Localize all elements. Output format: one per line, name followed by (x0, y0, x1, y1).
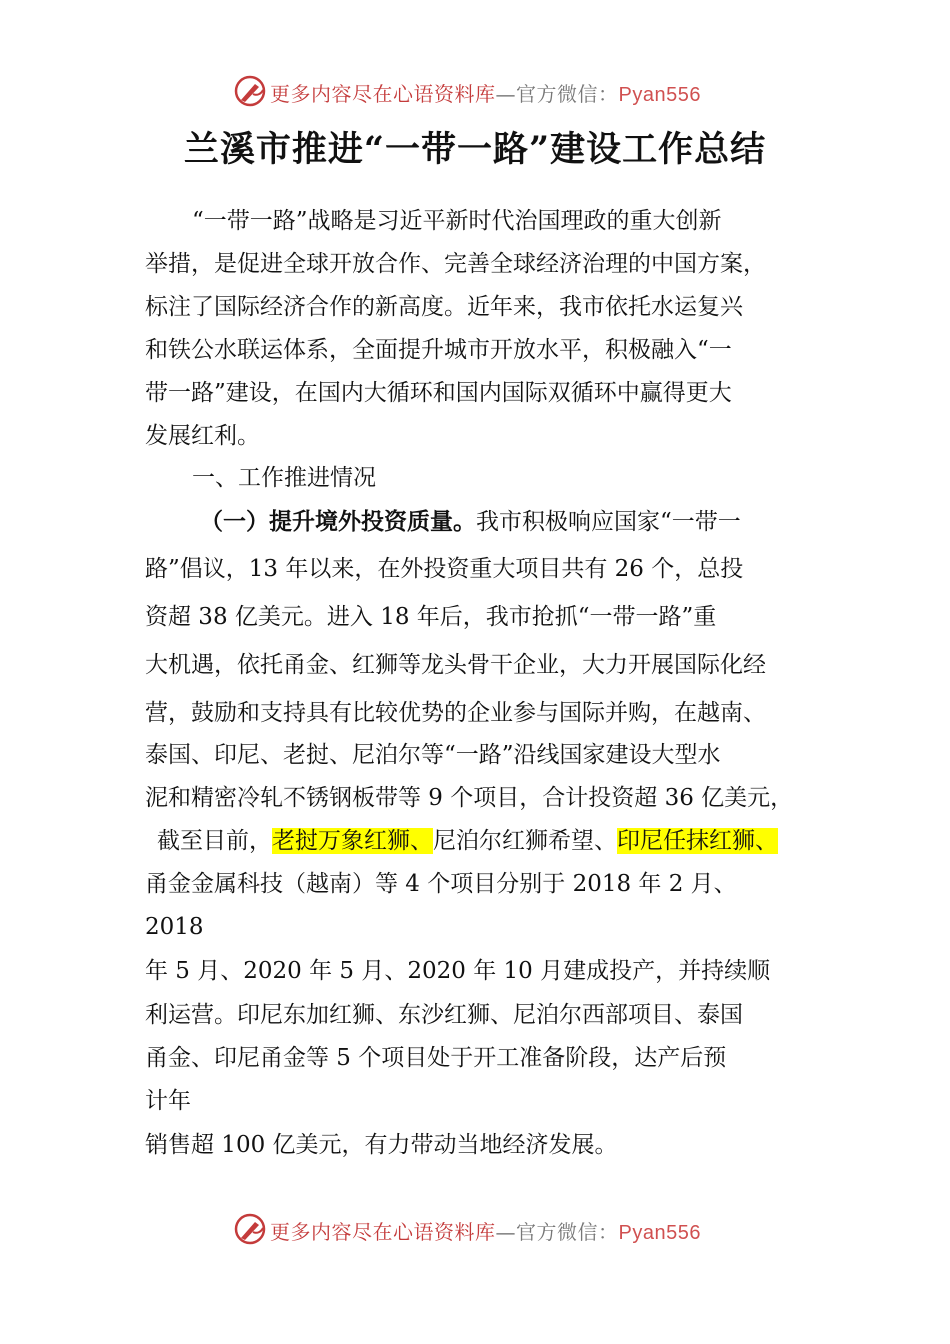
highlight-indonesia-project: 印尼任抹红狮、 (617, 828, 778, 854)
para2-line1 (200, 506, 741, 538)
watermark-wechat-label: 官方微信： (516, 1220, 619, 1244)
para2-line5: 营，鼓励和支持具有比较优势的企业参与国际并购，在越南、 (145, 700, 766, 726)
watermark-footer (0, 1210, 950, 1250)
para2-line11: 年 5 月、2020 年 5 月、2020 年 10 月建成投产，并持续顺 (145, 958, 771, 984)
para2-line10: 2018 (145, 914, 204, 940)
para2-line1-text: 我市积极响应国家“一带一 (476, 509, 741, 535)
line8-prefix: 截至目前， (157, 828, 272, 854)
watermark-wechat-label: 官方微信： (516, 82, 619, 106)
watermark-text-group (270, 1216, 701, 1245)
watermark-dash: — (495, 1220, 516, 1244)
para1-line5: 带一路”建设，在国内大循环和国内国际双循环中赢得更大 (145, 380, 732, 406)
para2-line6: 泰国、印尼、老挝、尼泊尔等“一路”沿线国家建设大型水 (145, 742, 721, 768)
para1-line4: 和铁公水联运体系，全面提升城市开放水平，积极融入“一 (145, 337, 732, 363)
watermark-text-group (270, 78, 701, 107)
document-title: 兰溪市推进“一带一路”建设工作总结 (183, 129, 767, 170)
watermark-header (0, 72, 950, 112)
line8-nepal: 尼泊尔红狮希望、 (433, 828, 617, 854)
para2-line8 (157, 825, 778, 857)
highlight-laos-project: 老挝万象红狮、 (272, 828, 433, 854)
para2-line14: 计年 (145, 1088, 191, 1114)
para2-line7: 泥和精密冷轧不锈钢板带等 9 个项目，合计投资超 36 亿美元， (145, 785, 794, 811)
watermark-text: 更多内容尽在心语资料库 (270, 82, 496, 106)
para2-line15: 销售超 100 亿美元，有力带动当地经济发展。 (145, 1132, 618, 1158)
para2-line4: 大机遇，依托甬金、红狮等龙头骨干企业，大力开展国际化经 (145, 652, 766, 678)
para1-line3: 标注了国际经济合作的新高度。近年来，我市依托水运复兴 (145, 294, 743, 320)
para2-line3: 资超 38 亿美元。进入 18 年后，我市抢抓“一带一路”重 (145, 604, 717, 630)
pen-logo-icon (233, 1212, 267, 1246)
watermark-wechat-id: Pyan556 (618, 84, 701, 106)
para2-line12: 利运营。印尼东加红狮、东沙红狮、尼泊尔西部项目、泰国 (145, 1002, 743, 1028)
para2-line13: 甬金、印尼甬金等 5 个项目处于开工准备阶段，达产后预 (145, 1045, 727, 1071)
watermark-dash: — (495, 82, 516, 106)
watermark-wechat-id: Pyan556 (618, 1222, 701, 1244)
watermark-text: 更多内容尽在心语资料库 (270, 1220, 496, 1244)
para1-line1: “一带一路”战略是习近平新时代治国理政的重大创新 (192, 208, 722, 234)
section-heading-1: 一、工作推进情况 (192, 465, 376, 491)
para2-line2: 路”倡议，13 年以来，在外投资重大项目共有 26 个，总投 (145, 556, 744, 582)
pen-logo-icon (233, 74, 267, 108)
para1-line6: 发展红利。 (145, 423, 260, 449)
subsection-heading: （一）提升境外投资质量。 (200, 509, 476, 535)
para1-line2: 举措，是促进全球开放合作、完善全球经济治理的中国方案， (145, 251, 766, 277)
para2-line9: 甬金金属科技（越南）等 4 个项目分别于 2018 年 2 月、 (145, 871, 737, 897)
